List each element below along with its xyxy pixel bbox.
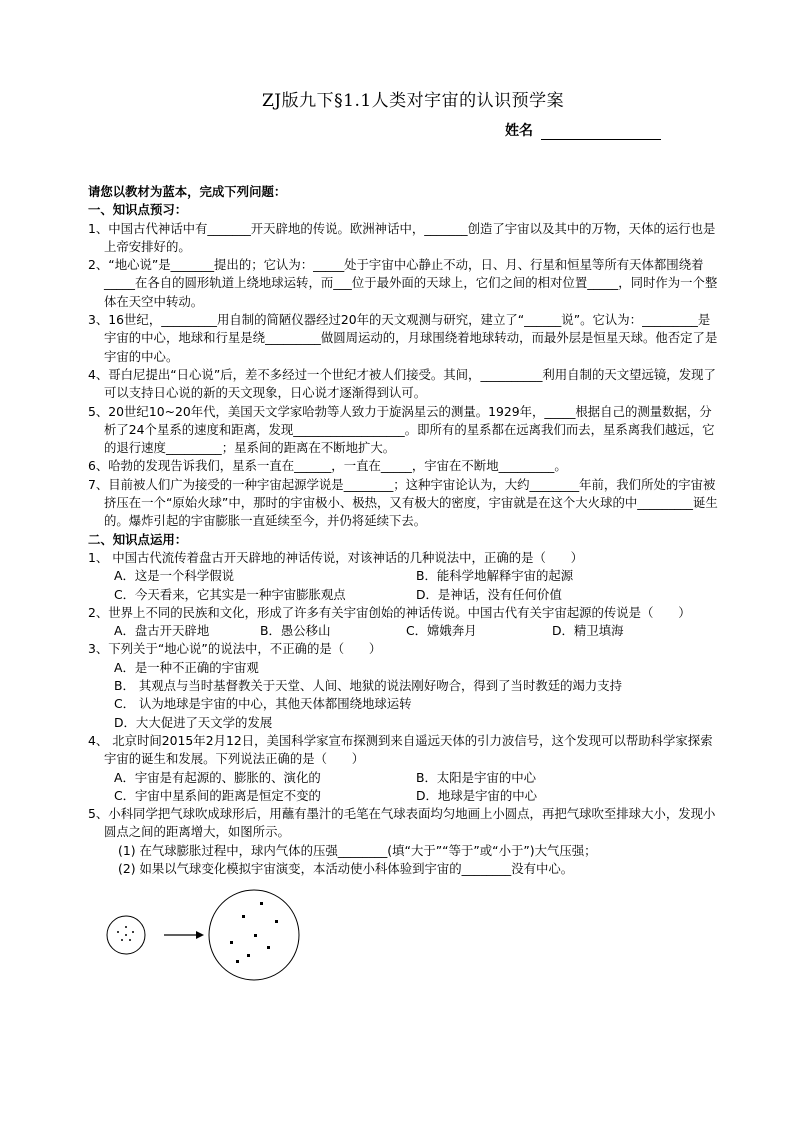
question-5-stem: 5、小科同学把气球吹成球形后，用蘸有墨汁的毛笔在气球表面均匀地画上小圆点，再把气球吹至排球大小，发现小圆点之间的距离增大，如图所示。 — [88, 806, 716, 840]
question-1-options-row1 — [88, 567, 718, 585]
option-a[interactable]: A．是一种不正确的宇宙观 — [114, 659, 259, 675]
question-1-stem: 1、 中国古代流传着盘古开天辟地的神话传说，对该神话的几种说法中，正确的是（ ） — [88, 549, 584, 565]
option-d[interactable]: D．精卫填海 — [552, 623, 624, 639]
option-c[interactable]: C．今天看来，它其实是一种宇宙膨胀观点 — [114, 586, 346, 602]
option-c[interactable]: C．嫦娥奔月 — [406, 623, 477, 639]
question-2-options — [88, 622, 718, 640]
option-c[interactable]: C．宇宙中星系间的距离是恒定不变的 — [114, 787, 321, 803]
question-4-options-row2 — [88, 787, 718, 805]
option-b[interactable]: B．愚公移山 — [260, 623, 331, 639]
page-title: ZJ版九下§1.1人类对宇宙的认识预学案 — [262, 91, 565, 111]
preview-item-3: 3、16世纪，_________用自制的简陋仪器经过20年的天文观测与研究，建立了“______说”。它认为：_________是宇宙的中心，地球和行星是绕_________做圆周运动的，月球围绕着地球转动，而最外层是恒星天球。他否定了是宇宙的中心。 — [88, 312, 718, 364]
option-a[interactable]: A．盘古开天辟地 — [114, 623, 210, 639]
option-d[interactable]: D．地球是宇宙的中心 — [416, 787, 538, 803]
option-b[interactable]: B．能科学地解释宇宙的起源 — [416, 568, 574, 584]
question-5-sub1: (1) 在气球膨胀过程中，球内气体的压强________(填“大于”“等于”或“小于”)大气压强； — [118, 842, 597, 858]
question-4-stem: 4、 北京时间2015年2月12日，美国科学家宣布探测到来自遥远天体的引力波信号，这个发现可以帮助科学家探索宇宙的诞生和发展。下列说法正确的是（ ） — [88, 732, 713, 767]
section1-heading: 一、知识点预习： — [88, 202, 188, 218]
preview-item-2: 2、“地心说”是_______提出的；它认为：_____处于宇宙中心静止不动，日、月、行星和恒星等所有天体都围绕着_____在各自的圆形轨道上绕地球运转，而___位于最外面的天球上，它们之间的相对位置_____，同时作为一个整体在天空中转动。 — [88, 257, 718, 309]
option-b[interactable]: B．太阳是宇宙的中心 — [416, 769, 537, 785]
preview-item-4: 4、哥白尼提出“日心说”后，差不多经过一个世纪才被人们接受。其间，__________利用自制的天文望远镜，发现了可以支持日心说的新的天文现象，日心说才逐渐得到认可。 — [88, 366, 716, 401]
option-a[interactable]: A．这是一个科学假说 — [114, 568, 234, 584]
preview-item-7: 7、目前被人们广为接受的一种宇宙起源学说是________；这种宇宙论认为，大约________年前，我们所处的宇宙被挤压在一个“原始火球”中，那时的宇宙极小、极热，又有极大的密度，宇宙就是在这个大火球的中_________诞生的。爆炸引起的宇宙膨胀一直延续至今，并仍将延续下去。 — [88, 476, 718, 529]
option-c[interactable]: C． 认为地球是宇宙的中心，其他天体都围绕地球运转 — [114, 696, 412, 712]
preview-item-5: 5、20世纪10~20年代，美国天文学家哈勃等人致力于旋涡星云的测量。1929年，_____根据自己的测量数据，分析了24个星系的速度和距离，发现__________________。即所有的星系都在远离我们而去，星系离我们越远，它的退行速度_________；星系间的距离在不断地扩大。 — [88, 403, 715, 456]
option-a[interactable]: A．宇宙是有起源的、膨胀的、演化的 — [114, 769, 321, 785]
name-blank[interactable] — [541, 125, 661, 140]
name-field[interactable] — [505, 120, 661, 140]
instruction: 请您以教材为蓝本，完成下列问题： — [88, 184, 287, 199]
question-5-sub2: (2) 如果以气球变化模拟宇宙演变，本活动使小科体验到宇宙的________没有中心。 — [118, 860, 574, 876]
question-2-stem: 2、世界上不同的民族和文化，形成了许多有关宇宙创始的神话传说。中国古代有关宇宙起源的传说是（ ） — [88, 604, 691, 620]
question-3-stem: 3、下列关于“地心说”的说法中，不正确的是（ ） — [88, 641, 382, 657]
worksheet-body — [88, 183, 718, 878]
section2-heading: 二、知识点运用： — [88, 531, 188, 547]
large-balloon — [209, 890, 299, 980]
option-d[interactable]: D．是神话，没有任何价值 — [416, 586, 562, 602]
question-1-options-row2 — [88, 586, 718, 604]
option-b[interactable]: B． 其观点与当时基督教关于天堂、人间、地狱的说法刚好吻合，得到了当时教廷的竭力支持 — [114, 678, 623, 694]
question-4-options-row1 — [88, 769, 718, 787]
preview-item-1: 1、中国古代神话中有_______开天辟地的传说。欧洲神话中，_______创造了宇宙以及其中的万物，天体的运行也是上帝安排好的。 — [88, 220, 716, 254]
small-balloon — [107, 916, 145, 954]
preview-item-6: 6、哈勃的发现告诉我们，星系一直在______，一直在_____，宇宙在不断地_________。 — [88, 458, 567, 474]
option-d[interactable]: D．大大促进了天文学的发展 — [114, 714, 273, 730]
arrow-icon — [164, 931, 204, 939]
balloon-expansion-diagram — [104, 888, 304, 988]
name-label: 姓名 — [505, 123, 533, 139]
